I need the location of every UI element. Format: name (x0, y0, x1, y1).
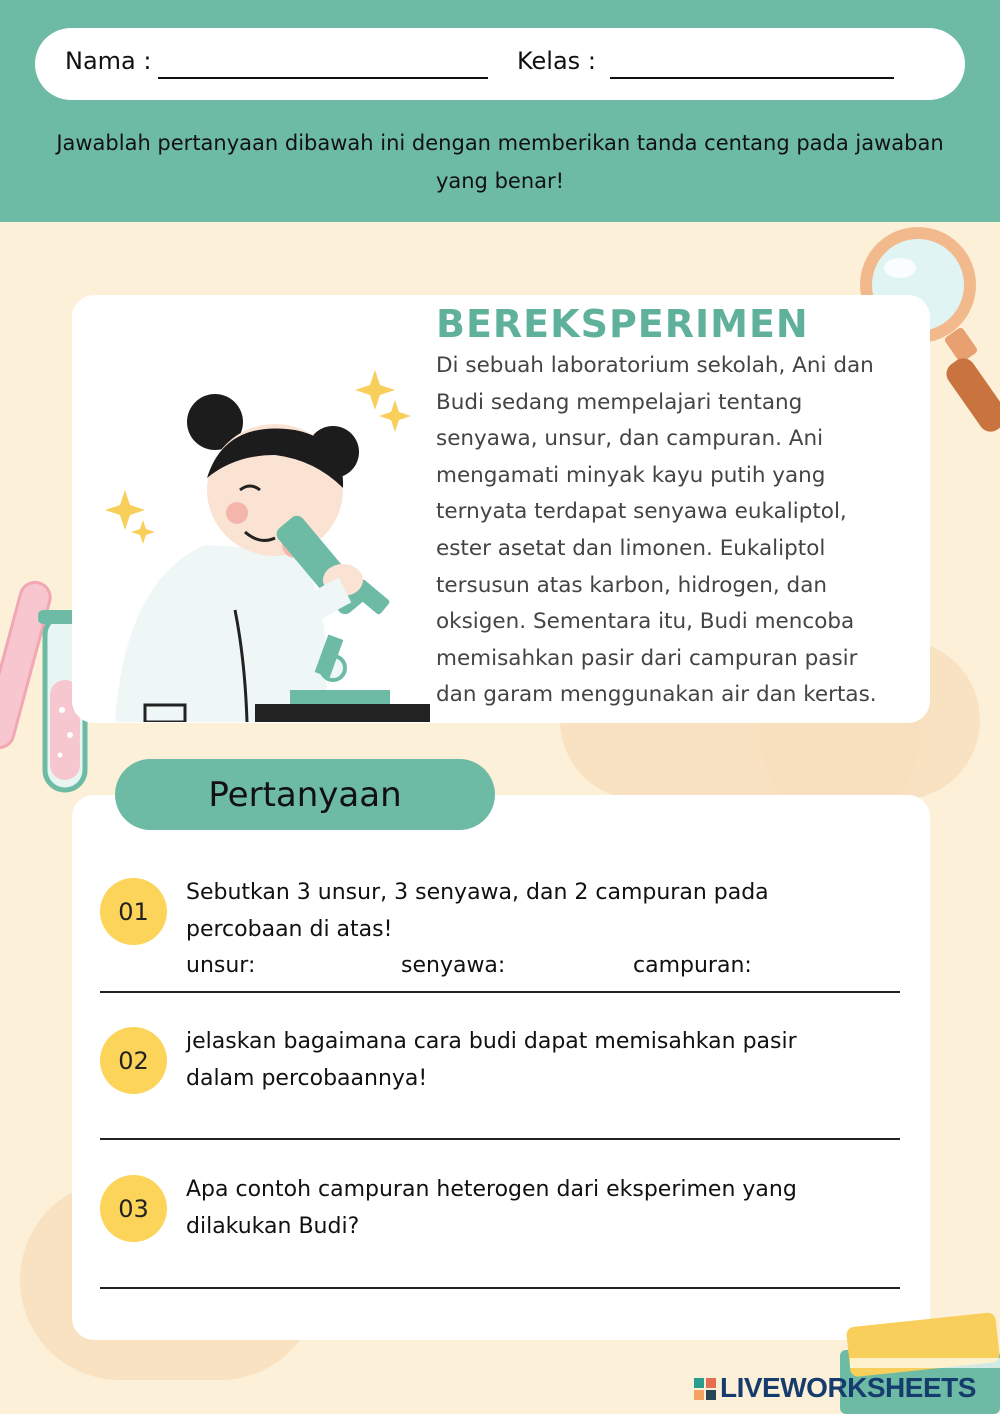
kelas-label: Kelas : (517, 47, 596, 75)
question-line: percobaan di atas! (186, 916, 393, 942)
story-line: memisahkan pasir dari campuran pasir (436, 645, 858, 671)
story-line: senyawa, unsur, dan campuran. Ani (436, 426, 824, 452)
question-line: Apa contoh campuran heterogen dari eksperimen yang (186, 1177, 797, 1202)
senyawa-label: senyawa: (401, 953, 506, 978)
campuran-label: campuran: (633, 953, 752, 978)
story-line: Di sebuah laboratorium sekolah, Ani dan (436, 353, 874, 378)
question-number-badge: 02 (100, 1027, 167, 1094)
instruction-text: Jawablah pertanyaan dibawah ini dengan memberikan tanda centang pada jawaban yang benar! (56, 131, 944, 193)
story-line: oksigen. Sementara itu, Budi mencoba (436, 609, 855, 635)
question-line: dalam percobaannya! (186, 1065, 428, 1091)
question-text (186, 875, 886, 948)
question-line: Sebutkan 3 unsur, 3 senyawa, dan 2 campuran pada (186, 880, 769, 905)
answer-field-3[interactable] (100, 1287, 900, 1289)
question-line: jelaskan bagaimana cara budi dapat memisahkan pasir (186, 1029, 797, 1054)
answer-field-1[interactable] (100, 991, 900, 993)
story-line: ester asetat dan limonen. Eukaliptol (436, 535, 826, 561)
nama-label: Nama : (65, 47, 152, 75)
unsur-label: unsur: (186, 953, 256, 978)
story-line: ternyata terdapat senyawa eukaliptol, (436, 499, 847, 525)
watermark-text: LIVEWORKSHEETS (720, 1372, 976, 1403)
question-number-badge: 01 (100, 878, 167, 945)
story-line: mengamati minyak kayu putih yang (436, 462, 826, 488)
story-text (436, 348, 931, 714)
question-text (186, 1024, 886, 1097)
story-title: BEREKSPERIMEN (436, 302, 809, 346)
question-text (186, 1172, 886, 1245)
section-title: Pertanyaan (115, 759, 495, 830)
story-line: dan garam menggunakan air dan kertas. (436, 682, 877, 708)
liveworksheets-logo-icon (694, 1378, 716, 1400)
question-number-badge: 03 (100, 1175, 167, 1242)
scientist-illustration (95, 360, 435, 722)
story-line: Budi sedang mempelajari tentang (436, 389, 803, 415)
question-line: dilakukan Budi? (186, 1213, 360, 1239)
name-class-pill (35, 28, 965, 100)
kelas-field[interactable] (610, 77, 894, 79)
answer-field-2[interactable] (100, 1138, 900, 1140)
story-line: tersusun atas karbon, hidrogen, dan (436, 572, 827, 598)
nama-field[interactable] (158, 77, 488, 79)
